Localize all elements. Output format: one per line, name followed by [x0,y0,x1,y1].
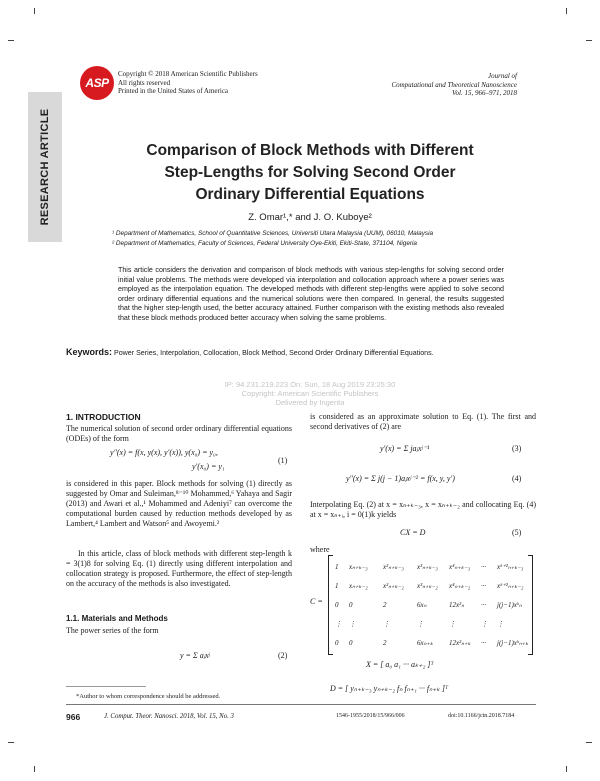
watermark-delivered: Delivered by Ingenta [275,398,345,407]
vector-x: X = [ a₀ a₁ ··· aₖ₊₂ ]ᵀ [366,660,434,669]
right-paragraph-2: Interpolating Eq. (2) at x = xₙ₊ₖ₋₃, x = xₙ₊ₖ₋₂ and collocating Eq. (4) at x = xₙ₊ᵢ, i = 0(1)k yields [310,500,536,519]
equation-4-number: (4) [512,474,522,483]
matrix-row: 1 xₙ₊ₖ₋₃ x²ₙ₊ₖ₋₃ x³ₙ₊ₖ₋₃ x⁴ₙ₊ₖ₋₃ ··· xᵏ⁺²ₙ₊ₖ₋₃ [335,562,524,571]
matrix-c [334,557,538,652]
equation-5-number: (5) [512,528,522,537]
affiliation-2: ² Department of Mathematics, Faculty of Sciences, Federal University Oye-Ekiti, Ekiti-State, 371104, Nigeria [112,240,417,247]
intro-paragraph-2: In this article, class of block methods with different step-length k = 3(1)8 for solving Eq. (1) directly using different interpolation and collocation strategy is proposed. Furthermore, the effect of step-length on the accuracy of the methods is also investigated. [66,549,292,588]
footer-issn: 1546-1955/2018/15/966/006 [336,713,405,719]
equation-4: y″(x) = Σ j(j − 1)aⱼxʲ⁻² = f(x, y, y′) [346,474,455,483]
equation-5: CX = D [400,528,426,537]
matrix-c-label: C = [310,597,323,606]
section-introduction-heading: 1. INTRODUCTION [66,412,141,422]
paper-title: Comparison of Block Methods with Different Step-Lengths for Solving Second Order Ordinary Differential Equations [146,142,474,203]
equation-3: y′(x) = Σ jaⱼxʲ⁻¹ [380,444,430,453]
keywords-label: Keywords: [66,347,113,357]
keywords-text: Power Series, Interpolation, Collocation, Block Method, Second Order Ordinary Differential Equations. [114,349,434,357]
footer-doi: doi:10.1166/jctn.2018.7184 [448,713,515,719]
matrix-left-bracket [328,555,333,655]
right-paragraph-1: is considered as an approximate solution to Eq. (1). The first and second derivatives of (2) are [310,412,536,431]
equation-1-number: (1) [278,456,288,465]
equation-1a: y″(x) = f(x, y(x), y′(x)), y(x₀) = y₀, [110,448,218,457]
materials-text: The power series of the form [66,626,159,635]
copyright-block: Copyright © 2018 American Scientific Publishers All rights reserved Printed in the United States of America [118,70,258,95]
affiliation-1: ¹ Department of Mathematics, School of Quantitative Sciences, Universiti Utara Malaysia (UUM), 06010, Malaysia [112,230,434,237]
watermark-copyright: Copyright: American Scientific Publishers [241,389,379,398]
intro-text: The numerical solution of second order ordinary differential equations (ODEs) of the form [66,424,292,443]
publisher-logo: ASP [80,66,114,100]
footnote: *Author to whom correspondence should be addressed. [76,693,221,700]
research-article-tab: RESEARCH ARTICLE [28,92,62,242]
vector-d: D = [ yₙ₊ₖ₋₃ yₙ₊ₖ₋₂ fₙ fₙ₊₁ ··· fₙ₊ₖ ]ᵀ [330,684,449,693]
where-label: where [310,545,330,554]
equation-2: y = Σ aⱼxʲ [180,651,210,660]
journal-info: Journal of Computational and Theoretical Nanoscience Vol. 15, 966–971, 2018 [391,72,517,97]
authors: Z. Omar¹,* and J. O. Kuboye² [248,212,372,223]
footnote-rule [66,686,146,687]
watermark-ip: IP: 94.231.219.223 On: Sun, 18 Aug 2019 23:25:30 [224,380,396,389]
section-materials-heading: 1.1. Materials and Methods [66,614,168,623]
abstract: This article considers the derivation and comparison of block methods with various step-lengths for solving second order initial value problems. The methods were developed via interpolation and collocation approach where a power series was employed as the interpolation equation. The developed methods with different step-lengths were applied to solve second order ordinary differential equations and the numerical solutions were then compared. In general, the results suggested that the higher step-length used, the better accuracy attained. Further comparison with the existing methods also revealed that these block methods produced better accuracy when solving the same problems. [118,266,504,322]
page-number: 966 [66,712,81,722]
matrix-row: ⋮ ⋮ ⋮ ⋮ ⋮ ⋮ ⋮ [335,619,504,628]
matrix-row: 0 0 2 6xₙ₊ₖ 12x²ₙ₊ₖ ··· j(j−1)xᵏₙ₊ₖ [335,638,529,647]
footer-citation: J. Comput. Theor. Nanosci. 2018, Vol. 15, No. 3 [104,713,234,720]
matrix-row: 1 xₙ₊ₖ₋₂ x²ₙ₊ₖ₋₂ x³ₙ₊ₖ₋₂ x⁴ₙ₊ₖ₋₂ ··· xᵏ⁺²ₙ₊ₖ₋₂ [335,581,524,590]
intro-paragraph-1: is considered in this paper. Block methods for solving (1) directly as suggested by Omar and Suleiman,⁸⁻¹⁰ Mohammed,⁶ Yahaya and Sagir (2013) and Awari et al.,¹ Mohammed and Adeniyi⁷ can overcome the computational burden caused by reduction methods developed by as Lambert,⁴ Lambert and Watson⁵ and Awoyemi.² [66,479,292,528]
equation-1b: y′(x₀) = y₁ [192,462,225,471]
equation-2-number: (2) [278,651,288,660]
keywords [66,348,506,358]
footer-rule [66,704,536,705]
matrix-row: 0 0 2 6xₙ 12x²ₙ ··· j(j−1)xᵏₙ [335,600,522,609]
equation-3-number: (3) [512,444,522,453]
